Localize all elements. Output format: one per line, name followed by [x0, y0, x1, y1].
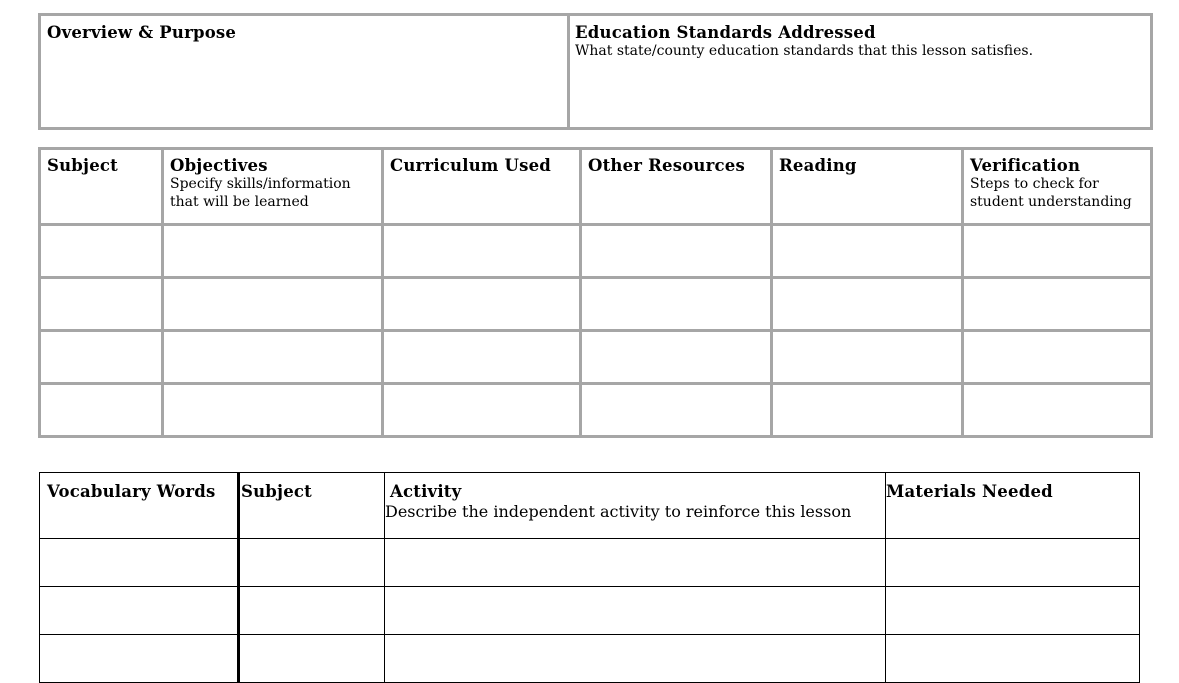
cell-materials[interactable] — [886, 635, 1140, 683]
header-curriculum-title: Curriculum Used — [390, 156, 552, 175]
overview-table — [38, 13, 1153, 130]
table-row — [40, 278, 1152, 331]
header-objectives — [163, 149, 383, 225]
cell-activity[interactable] — [385, 635, 886, 683]
overview-row — [40, 15, 1152, 129]
header-activity — [385, 473, 886, 539]
header-reading — [772, 149, 963, 225]
lesson-plan-table — [38, 147, 1153, 438]
cell-subject[interactable] — [40, 225, 163, 278]
header-materials-needed — [886, 473, 1140, 539]
cell-curriculum[interactable] — [383, 384, 581, 437]
cell-materials[interactable] — [886, 587, 1140, 635]
cell-verification[interactable] — [963, 225, 1152, 278]
cell-reading[interactable] — [772, 278, 963, 331]
table-row — [40, 225, 1152, 278]
lesson-plan-header-row — [40, 149, 1152, 225]
cell-subject[interactable] — [40, 278, 163, 331]
header-other-resources-title: Other Resources — [588, 156, 745, 175]
header-objectives-desc: Specify skills/information that will be learned — [170, 176, 351, 210]
header-subject — [40, 149, 163, 225]
cell-other-resources[interactable] — [581, 331, 772, 384]
cell-objectives[interactable] — [163, 278, 383, 331]
header-objectives-title: Objectives — [170, 156, 268, 175]
cell-other-resources[interactable] — [581, 384, 772, 437]
education-standards-heading: Education Standards Addressed — [575, 23, 876, 42]
cell-vocabulary[interactable] — [40, 635, 239, 683]
table-row — [40, 635, 1140, 683]
cell-activity[interactable] — [385, 587, 886, 635]
header-curriculum-used — [383, 149, 581, 225]
education-standards-cell[interactable] — [569, 15, 1152, 129]
cell-objectives[interactable] — [163, 331, 383, 384]
cell-verification[interactable] — [963, 278, 1152, 331]
cell-subject[interactable] — [40, 384, 163, 437]
cell-vocabulary[interactable] — [40, 587, 239, 635]
overview-purpose-cell[interactable] — [40, 15, 569, 129]
header-verification-title: Verification — [970, 156, 1081, 175]
cell-objectives[interactable] — [163, 225, 383, 278]
cell-curriculum[interactable] — [383, 225, 581, 278]
header-activity-desc: Describe the independent activity to reinforce this lesson — [385, 502, 852, 521]
cell-materials[interactable] — [886, 539, 1140, 587]
cell-verification[interactable] — [963, 331, 1152, 384]
table-row — [40, 587, 1140, 635]
header-reading-title: Reading — [779, 156, 857, 175]
header-vocabulary-words — [40, 473, 239, 539]
cell-other-resources[interactable] — [581, 225, 772, 278]
header-activity-title: Activity — [390, 482, 462, 501]
overview-purpose-heading: Overview & Purpose — [47, 23, 237, 42]
header-verification-desc: Steps to check for student understanding — [970, 176, 1132, 210]
cell-curriculum[interactable] — [383, 278, 581, 331]
cell-reading[interactable] — [772, 384, 963, 437]
cell-vocabulary[interactable] — [40, 539, 239, 587]
cell-reading[interactable] — [772, 331, 963, 384]
header-other-resources — [581, 149, 772, 225]
header-activity-subject — [239, 473, 385, 539]
table-row — [40, 331, 1152, 384]
cell-activity-subject[interactable] — [239, 635, 385, 683]
header-subject-title: Subject — [47, 156, 118, 175]
table-row — [40, 384, 1152, 437]
activity-header-row — [40, 473, 1140, 539]
header-activity-subject-title: Subject — [241, 482, 312, 501]
cell-subject[interactable] — [40, 331, 163, 384]
cell-activity[interactable] — [385, 539, 886, 587]
header-vocabulary-title: Vocabulary Words — [47, 482, 216, 501]
cell-reading[interactable] — [772, 225, 963, 278]
cell-activity-subject[interactable] — [239, 587, 385, 635]
cell-verification[interactable] — [963, 384, 1152, 437]
education-standards-description: What state/county education standards that this lesson satisfies. — [575, 43, 1034, 59]
activity-table — [39, 472, 1140, 683]
header-verification — [963, 149, 1152, 225]
cell-activity-subject[interactable] — [239, 539, 385, 587]
header-materials-title: Materials Needed — [886, 482, 1053, 501]
cell-other-resources[interactable] — [581, 278, 772, 331]
cell-objectives[interactable] — [163, 384, 383, 437]
cell-curriculum[interactable] — [383, 331, 581, 384]
table-row — [40, 539, 1140, 587]
